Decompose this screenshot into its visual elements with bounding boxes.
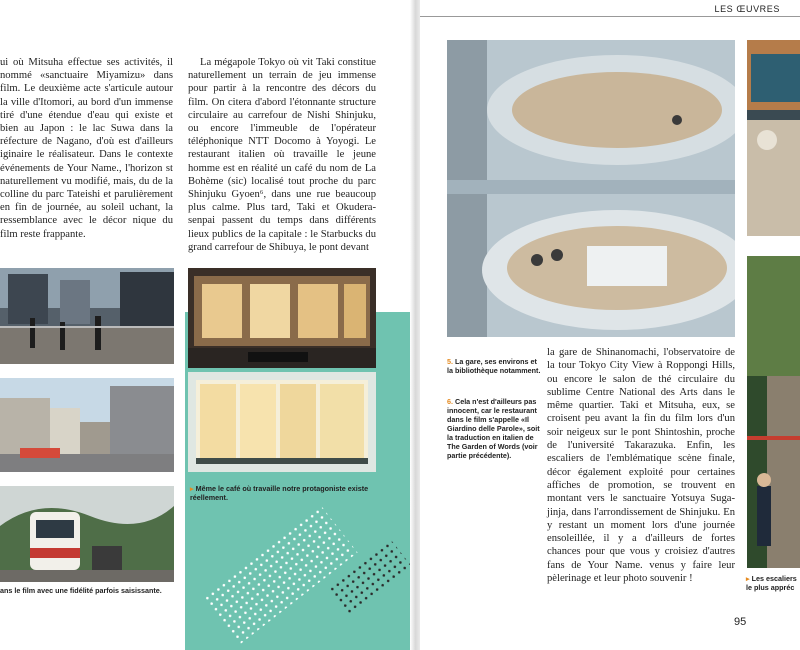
section-header: LES ŒUVRES: [714, 4, 780, 14]
photo-city-street: [0, 378, 174, 472]
caption-arrow-icon: ▸: [190, 484, 196, 493]
photo-circular-tea-room: [447, 40, 735, 337]
note-5-text: La gare, ses environs et la bibliothèque notamment.: [447, 357, 541, 375]
photo-edge-tea-interior: [747, 40, 800, 236]
photo-red-train: [0, 486, 174, 582]
photo-street-crossing: [0, 268, 174, 364]
right-page: [420, 0, 800, 650]
note-6-number: 6.: [447, 397, 453, 406]
page-number: 95: [734, 616, 747, 628]
caption-left-bottom: [0, 586, 180, 595]
caption-left-text: ans le film avec une fidélité parfois saisissante.: [0, 586, 162, 595]
caption-stairs: [746, 574, 800, 592]
note-5-number: 5.: [447, 357, 453, 366]
note-6-text: Cela n'est d'ailleurs pas innocent, car le restaurant dans le film s'appelle «Il Giardino delle Parole», soit la traduction en italien de The Garden of Words (voir partie précédente).: [447, 397, 540, 460]
caption-cafe-text: Même le café où travaille notre protagoniste existe réellement.: [190, 484, 369, 502]
photo-cafe-window: [188, 372, 376, 472]
caption-cafe: [190, 484, 375, 502]
left-paragraph-2: La mégapole Tokyo où vit Taki constitue naturellement un terrain de jeu immense pour partir à la rencontre des décors du film. On citera d'abord l'étonnante structure circulaire au carrefour de Nishi Shinjuku, ou encore l'immeuble de l'opérateur téléphonique NTT Docomo à Yoyogi. Le restaurant italien où travaille le jeune homme est en réalité un café du nom de La Bohème (sic) localisé tout proche du parc Shinjuku Gyoen⁶, dans une rue beaucoup plus calme. Plus tard, Taki et Okudera-senpai passent du temps dans différents lieux publics de la capitale : le Starbucks du grand carrefour de Shibuya, le pont devant: [188, 57, 376, 253]
caption-stairs-line2: le plus appréc: [746, 583, 795, 592]
right-paragraph: la gare de Shinanomachi, l'observatoire de la tour Tokyo City View à Roppongi Hills, ou encore le salon de thé circulaire du sublime Centre National des Arts dans le même quartier. Taki et Mitsuha, eux, se croisent peu avant la fin du film lors d'un soir neigeux sur le pont Shintoshin, proche de l'université Takarazuka. Enfin, les escaliers de l'emblématique scène finale, décor également exploité pour certaines affiches de promotion, se trouvent en montant vers le sanctuaire Yotsuya Suga-jinja, dans l'arrondissement de Shinjuku. En y restant un moment lors d'une journée ensoleillée, il y a d'ailleurs de fortes chances pour que vous y croisiez d'autres fans de Your Name. venus y faire leur pèlerinage et leur photo souvenir !: [547, 347, 735, 585]
left-text-column-1: [0, 56, 173, 241]
caption-stairs-arrow-icon: ▸: [746, 574, 752, 583]
right-text-column: [547, 346, 735, 585]
photo-edge-stairs: [747, 256, 800, 568]
side-note-6: [447, 397, 541, 460]
header-rule: [420, 16, 800, 17]
left-text-column-2: [188, 56, 376, 254]
side-note-5: [447, 357, 541, 375]
caption-stairs-line1: Les escaliers: [751, 574, 797, 583]
left-paragraph-1: ui où Mitsuha effectue ses activités, il nommé «sanctuaire Miyamizu» dans film. Le deuxième acte s'articule autour la ville d'Itomori, au bord d'un immense tiré d'une étendue d'eau qui existe et bien au Japon : le lac Suwa dans la réfecture de Nagano, d'où est d'ailleurs iginaire le réalisateur. Dans le contexte événements de Your Name., l'horizon st naturellement vu modifié, mais, du de la colline du parc Tateishi et parulièrement en fin de journée, au soleil uchant, la ressemblance avec le décor nique du film reste frappante.: [0, 57, 173, 240]
photo-cafe-exterior: [188, 268, 376, 368]
